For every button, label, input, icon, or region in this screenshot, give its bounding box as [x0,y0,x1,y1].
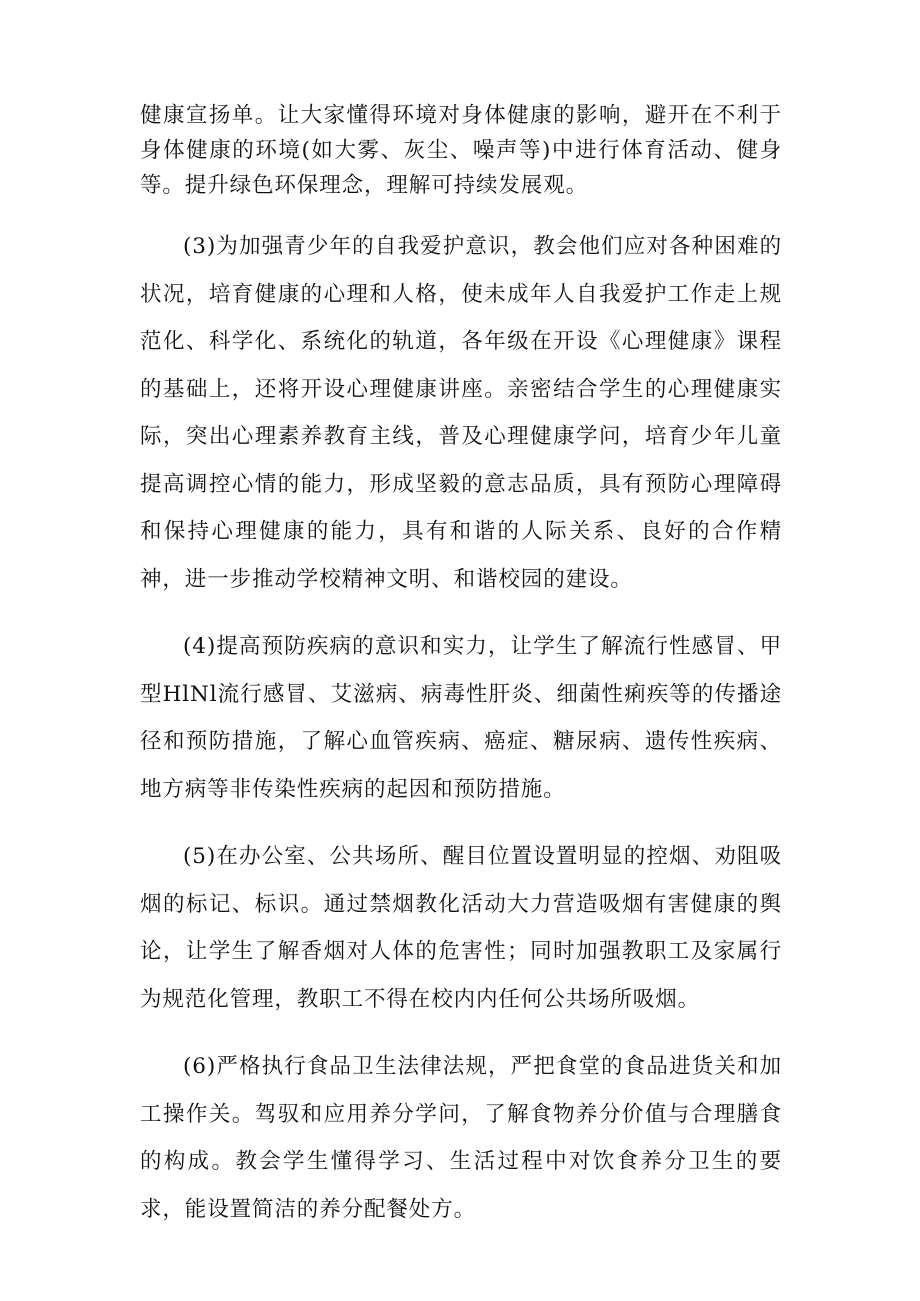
paragraph-item-5: (5)在办公室、公共场所、醒目位置设置明显的控烟、劝阻吸烟的标记、标识。通过禁烟教化活动大力营造吸烟有害健康的舆论，让学生了解香烟对人体的危害性；同时加强教职工及家属行为规范化管理，教职工不得在校内内任何公共场所吸烟。 [140,844,782,1012]
paragraph-item-3: (3)为加强青少年的自我爱护意识，教会他们应对各种困难的状况，培育健康的心理和人格，使未成年人自我爱护工作走上规范化、科学化、系统化的轨道，各年级在开设《心理健康》课程的基础上，还将开设心理健康讲座。亲密结合学生的心理健康实际，突出心理素养教育主线，普及心理健康学问，培育少年儿童提高调控心情的能力，形成坚毅的意志品质，具有预防心理障碍和保持心理健康的能力，具有和谐的人际关系、良好的合作精神，进一步推动学校精神文明、和谐校园的建设。 [140,234,782,592]
paragraph-item-4: (4)提高预防疾病的意识和实力，让学生了解流行性感冒、甲型HlNl流行感冒、艾滋病、病毒性肝炎、细菌性痢疾等的传播途径和预防措施，了解心血管疾病、癌症、糖尿病、遗传性疾病、地方病等非传染性疾病的起因和预防措施。 [140,634,782,802]
document-body [140,98,782,1233]
paragraph-item-6: (6)严格执行食品卫生法律法规，严把食堂的食品进货关和加工操作关。驾驭和应用养分学问，了解食物养分价值与合理膳食的构成。教会学生懂得学习、生活过程中对饮食养分卫生的要求，能设置简洁的养分配餐处方。 [140,1054,782,1222]
paragraph-continuation: 健康宣扬单。让大家懂得环境对身体健康的影响，避开在不利于身体健康的环境(如大雾、灰尘、噪声等)中进行体育活动、健身等。提升绿色环保理念，理解可持续发展观。 [140,103,782,198]
